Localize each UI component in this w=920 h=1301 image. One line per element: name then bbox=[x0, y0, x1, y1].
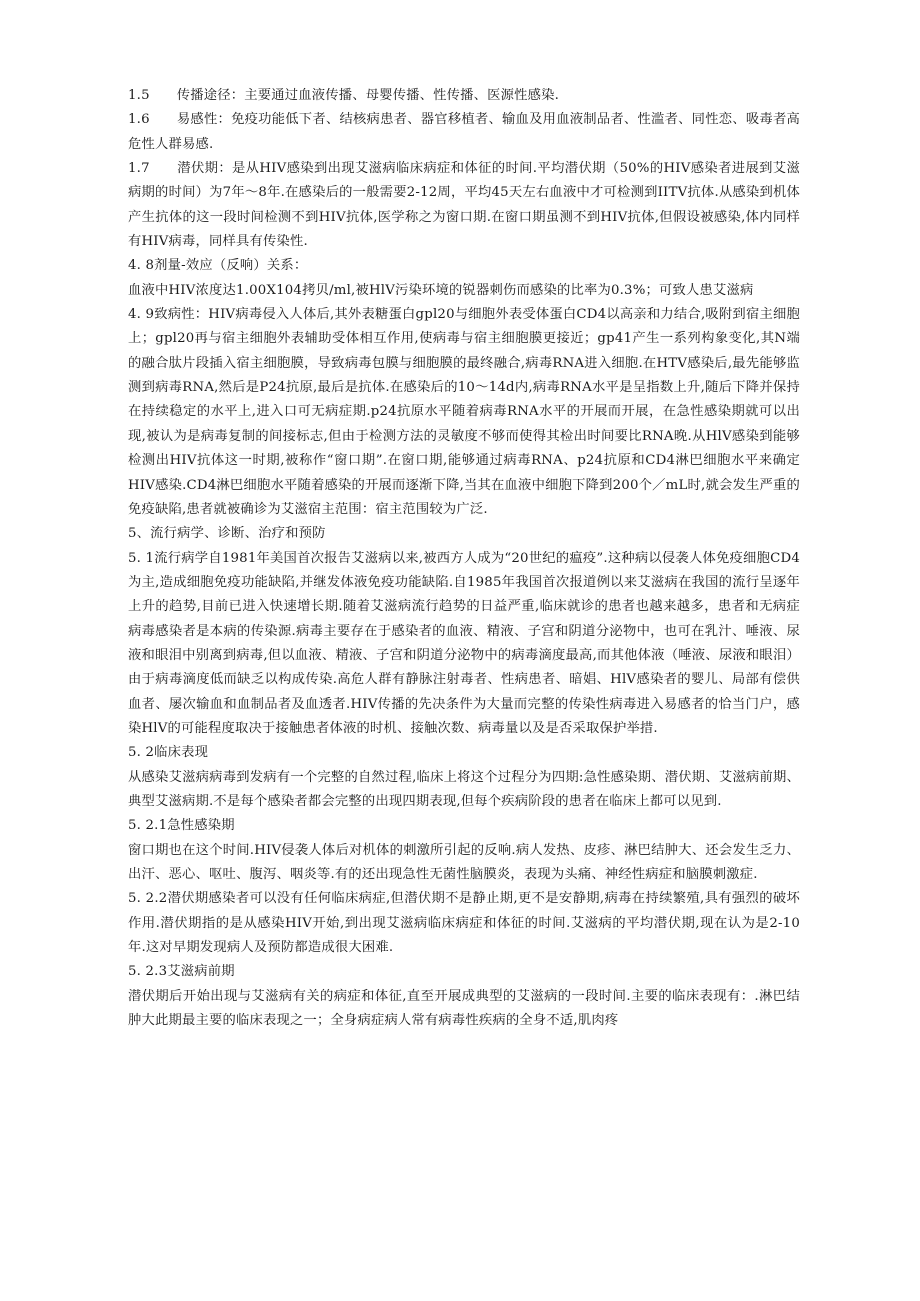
paragraph-5-2-1-heading: 5. 2.1急性感染期 bbox=[128, 818, 235, 834]
paragraph-5-2-heading: 5. 2临床表现 bbox=[128, 745, 209, 761]
paragraph-4-9-pathogenicity: 4. 9致病性：HIV病毒侵入人体后,其外表糖蛋白gpl20与细胞外表受体蛋白CD4以高亲和力结合,吸附到宿主细胞上；gpl20再与宿主细胞外表辅助受体相互作用,使病毒与宿主细胞膜更接近；gp41产生一系列构象变化,其N端的融合肽片段插入宿主细胞膜，导致病毒包膜与细胞膜的最终融合,病毒RNA进入细胞.在HTV感染后,最先能够监测到病毒RNA,然后是P24抗原,最后是抗体.在感染后的10～14d内,病毒RNA水平是呈指数上升,随后下降并保持在持续稳定的水平上,进入口可无病症期.p24抗原水平随着病毒RNA水平的开展而开展，在急性感染期就可以出现,被认为是病毒复制的间接标志,但由于检测方法的灵敏度不够而使得其检出时间要比RNA晚.从HlV感染到能够检测出HIV抗体这一时期,被称作“窗口期”.在窗口期,能够通过病毒RNA、p24抗原和CD4淋巴细胞水平来确定HIV感染.CD4淋巴细胞水平随着感染的开展而逐渐下降,当其在血液中细胞下降到200个／mL时,就会发生严重的免疫缺陷,患者就被确诊为艾滋宿主范围：宿主范围较为广泛. bbox=[128, 307, 800, 517]
paragraph-5-2-3-heading: 5. 2.3艾滋病前期 bbox=[128, 964, 235, 980]
document-body bbox=[128, 84, 800, 1033]
paragraph-5-1-epidemiology: 5. 1流行病学自1981年美国首次报告艾滋病以来,被西方人成为“20世纪的瘟疫”.这种病以侵袭人体免疫细胞CD4为主,造成细胞免疫功能缺陷,并继发体液免疫功能缺陷.自1985年我国首次报道例以来艾滋病在我国的流行呈逐年上升的趋势,目前已进入快速增长期.随着艾滋病流行趋势的日益严重,临床就诊的患者也越来越多，患者和无病症病毒感染者是本病的传染源.病毒主要存在于感染者的血液、精液、子宫和阴道分泌物中，也可在乳汁、唾液、尿液和眼泪中别离到病毒,但以血液、精液、子宫和阴道分泌物中的病毒滴度最高,而其他体液（唾液、尿液和眼泪）由于病毒滴度低而缺乏以构成传染.高危人群有静脉注射毒者、性病患者、暗娼、HlV感染者的婴儿、局部有偿供血者、屡次输血和血制品者及血透者.HIV传播的先决条件为大量而完整的传染性病毒进入易感者的恰当门户，感染HlV的可能程度取决于接触患者体液的时机、接触次数、病毒量以及是否采取保护举措. bbox=[128, 550, 800, 736]
paragraph-5-2-1-body: 窗口期也在这个时间.HIV侵袭人体后对机体的刺激所引起的反响.病人发热、皮疹、淋巴结肿大、还会发生乏力、出汗、恶心、呕吐、腹泻、咽炎等.有的还出现急性无菌性脑膜炎，表现为头痛、神经性病症和脑膜刺激症. bbox=[128, 842, 800, 882]
section-5-heading: 5、流行病学、诊断、治疗和预防 bbox=[128, 526, 326, 542]
paragraph-4-8-heading: 4. 8剂量-效应（反响）关系： bbox=[128, 258, 308, 274]
paragraph-1-5-transmission: 1.5 传播途径：主要通过血液传播、母婴传播、性传播、医源性感染. bbox=[128, 88, 560, 103]
paragraph-1-6-susceptibility: 1.6 易感性：免疫功能低下者、结核病患者、器官移植者、输血及用血液制品者、性滥者、同性恋、吸毒者高危性人群易感. bbox=[128, 112, 800, 152]
paragraph-5-2-3-body: 潜伏期后开始出现与艾滋病有关的病症和体征,直至开展成典型的艾滋病的一段时间.主要的临床表现有：.淋巴结肿大此期最主要的临床表现之一；全身病症病人常有病毒性疾病的全身不适,肌肉疼 bbox=[128, 988, 800, 1029]
paragraph-1-7-incubation: 1.7 潜伏期：是从HIV感染到出现艾滋病临床病症和体征的时间.平均潜伏期（50%的HIV感染者进展到艾滋病期的时间）为7年～8年.在感染后的一般需要2-12周，平均45天左右血液中才可检测到IITV抗体.从感染到机体产生抗体的这一段时间检测不到HIV抗体,医学称之为窗口期.在窗口期虽测不到HIV抗体,但假设被感染,体内同样有HIV病毒，同样具有传染性. bbox=[128, 161, 800, 250]
paragraph-5-2-body: 从感染艾滋病病毒到发病有一个完整的自然过程,临床上将这个过程分为四期:急性感染期、潜伏期、艾滋病前期、典型艾滋病期.不是每个感染者都会完整的出现四期表现,但每个疾病阶段的患者在临床上都可以见到. bbox=[128, 769, 800, 809]
paragraph-5-2-2-latent: 5. 2.2潜伏期感染者可以没有任何临床病症,但潜伏期不是静止期,更不是安静期,病毒在持续繁殖,具有强烈的破坏作用.潜伏期指的是从感染HIV开始,到出现艾滋病临床病症和体征的时间.艾滋病的平均潜伏期,现在认为是2-10年.这对早期发现病人及预防都造成很大困难. bbox=[128, 891, 800, 956]
paragraph-4-8-body: 血液中HIV浓度达1.00X104拷贝/ml,被HlV污染环境的锐器刺伤而感染的比率为0.3%；可致人患艾滋病 bbox=[128, 282, 754, 298]
